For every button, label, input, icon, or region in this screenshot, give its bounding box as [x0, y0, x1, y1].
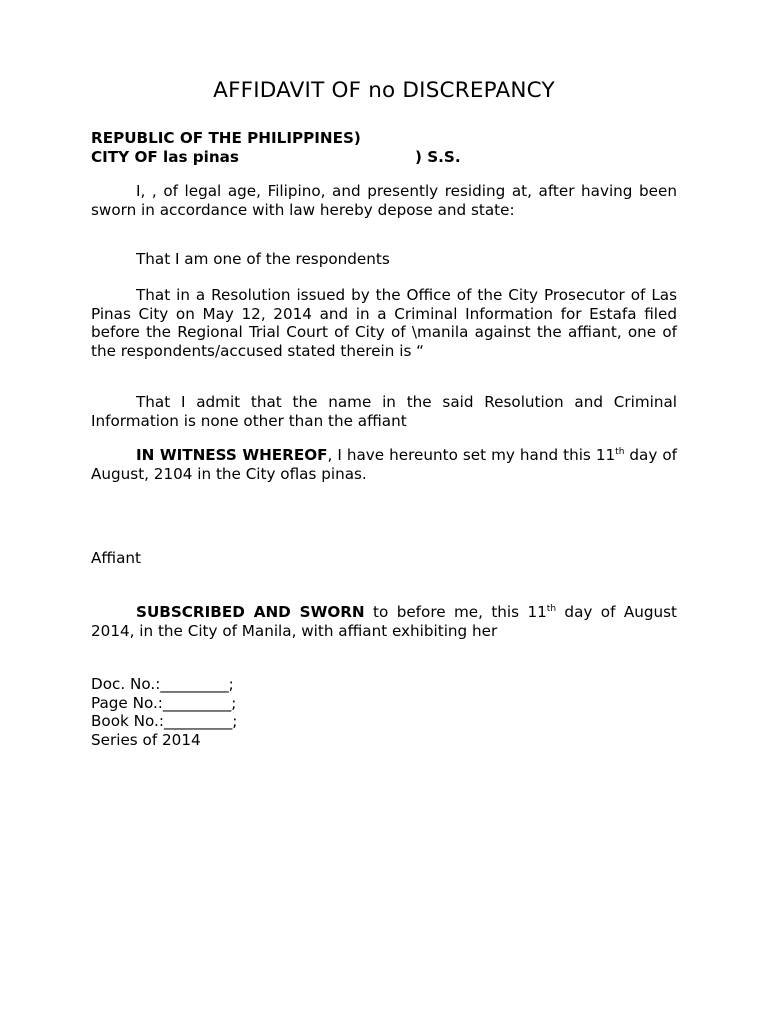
- jurat-lead: SUBSCRIBED AND SWORN: [136, 603, 365, 621]
- witness-text-b: day of August, 2104 in the City oflas pinas.: [91, 446, 678, 483]
- paragraph-respondent: That I am one of the respondents: [136, 250, 390, 268]
- paragraph-intro: I, , of legal age, Filipino, and presently residing at, after having been sworn in accordance with law hereby depose and state:: [91, 182, 677, 219]
- paragraph-witness: [91, 446, 677, 483]
- witness-lead: IN WITNESS WHEREOF: [136, 446, 328, 464]
- document-title: AFFIDAVIT OF no DISCREPANCY: [213, 78, 555, 103]
- jurat-sup: th: [546, 604, 557, 614]
- notarial-details: [91, 675, 677, 749]
- venue-city: CITY OF las pinas: [91, 148, 239, 166]
- book-no-line: Book No.:_________;: [91, 712, 238, 730]
- paragraph-admission: That I admit that the name in the said Resolution and Criminal Information is none other than the affiant: [91, 393, 677, 430]
- page-no-line: Page No.:_________;: [91, 693, 237, 712]
- doc-no-line: Doc. No.:_________;: [91, 675, 234, 693]
- witness-text-a: , I have hereunto set my hand this 11: [327, 446, 616, 464]
- witness-sup: th: [615, 447, 625, 457]
- affiant-label: Affiant: [91, 549, 141, 567]
- venue-ss: ) S.S.: [415, 148, 461, 166]
- venue-line-city: [91, 148, 677, 167]
- jurat-text-a: to before me, this 11: [364, 603, 547, 621]
- jurat-text-b: day of August 2014, in the City of Manila, with affiant exhibiting her: [91, 603, 677, 640]
- series-line: Series of 2014: [91, 730, 201, 749]
- venue-line-republic: REPUBLIC OF THE PHILIPPINES): [91, 129, 361, 147]
- paragraph-jurat: [91, 603, 677, 640]
- paragraph-resolution: That in a Resolution issued by the Office of the City Prosecutor of Las Pinas City on May 12, 2014 and in a Criminal Information for Estafa filed before the Regional Trial Court of City of \manila against the affiant, one of the respondents/accused stated therein is “: [91, 286, 677, 360]
